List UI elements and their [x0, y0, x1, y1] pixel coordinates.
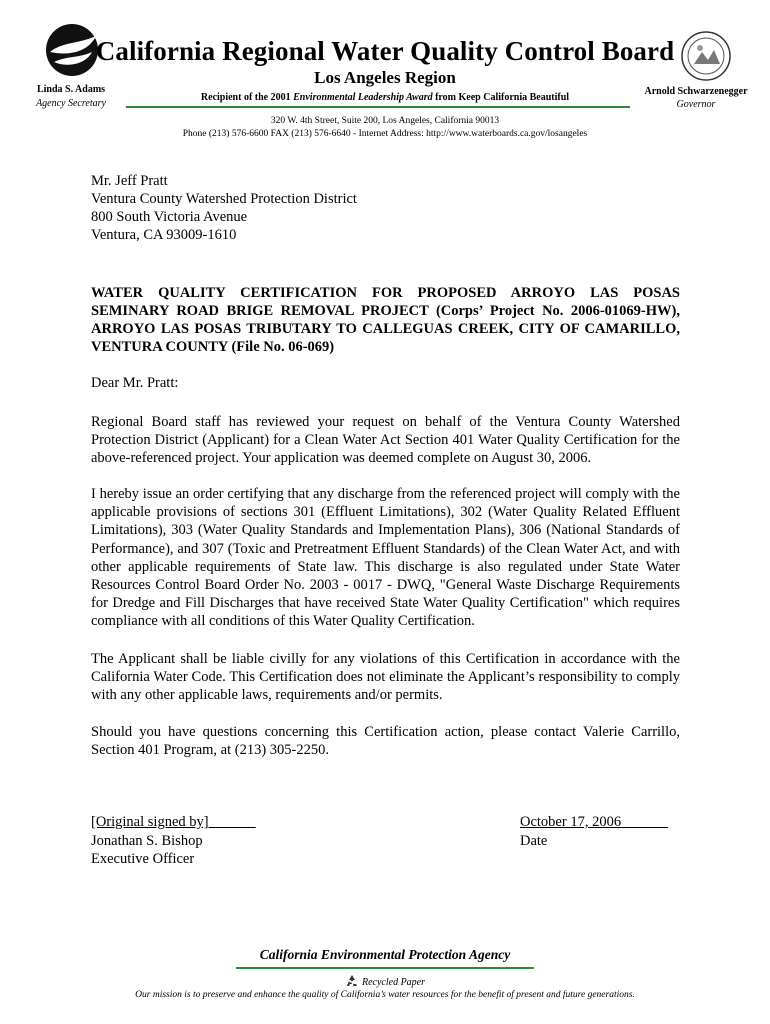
recipient-city: Ventura, CA 93009-1610: [91, 227, 237, 243]
region-name: Los Angeles Region: [314, 68, 456, 87]
date-block: [520, 813, 668, 850]
date-label: Date: [520, 832, 548, 849]
award-name: Environmental Leadership Award: [293, 92, 433, 103]
subject-line: WATER QUALITY CERTIFICATION FOR PROPOSED ARROYO LAS POSAS SEMINARY ROAD BRIGE REMOVAL PROJECT (Corps’ Project No. 2006-01069-HW), ARROYO LAS POSAS TRIBUTARY TO CALLEGUAS CREEK, CITY OF CAMARILLO, VENTURA COUNTY (File No. 06-069): [91, 285, 680, 355]
recipient-street: 800 South Victoria Avenue: [91, 209, 248, 225]
governor-title: Governor: [676, 99, 716, 110]
agency-secretary-title: Agency Secretary: [36, 98, 106, 109]
governor-name: Arnold Schwarzenegger: [644, 86, 748, 97]
recipient-address: [91, 172, 357, 244]
body-paragraph: The Applicant shall be liable civilly for any violations of this Certification in accordance with the California Water Code. This Certification does not eliminate the Applicant’s responsibility to comply with any other applicable laws, requirements and/or permits.: [91, 651, 680, 704]
award-line: [0, 92, 770, 103]
recycle-icon: [345, 974, 359, 991]
board-contact: Phone (213) 576-6600 FAX (213) 576-6640 - Internet Address: http://www.waterboards.ca.gov/losangeles: [182, 129, 588, 139]
body-paragraph: I hereby issue an order certifying that any discharge from the referenced project will comply with the applicable provisions of sections 301 (Effluent Limitations), 302 (Water Quality Related Effluent Limitations), 303 (Water Quality Standards and Implementation Plans), 306 (National Standards of Performance), and 307 (Toxic and Pretreatment Effluent Standards) of the Clean Water Act, and with other applicable requirements of State law. This discharge is also regulated under State Water Resources Control Board Order No. 2003 - 0017 - DWQ, "General Waste Discharge Requirements for Dredge and Fill Discharges that have received State Water Quality Certification" which requires compliance with all conditions of this Water Quality Certification.: [91, 486, 680, 630]
recycled-text: Recycled Paper: [361, 976, 426, 988]
recipient-name: Mr. Jeff Pratt: [91, 173, 168, 189]
signer-title: Executive Officer: [91, 851, 195, 867]
signature-block: [91, 813, 256, 869]
award-prefix: Recipient of the 2001: [200, 92, 294, 103]
recycled-paper-note: [0, 974, 770, 991]
signer-name: Jonathan S. Bishop: [91, 832, 203, 849]
recipient-organization: Ventura County Watershed Protection District: [91, 191, 357, 207]
board-address: 320 W. 4th Street, Suite 200, Los Angeles, California 90013: [270, 116, 500, 126]
board-title: California Regional Water Quality Control Board: [95, 36, 675, 66]
signed-text: [Original signed by]: [91, 814, 209, 830]
agency-secretary-name: Linda S. Adams: [36, 84, 106, 95]
letterhead-divider: [126, 106, 630, 108]
body-paragraph: Regional Board staff has reviewed your request on behalf of the Ventura County Watershed Protection District (Applicant) for a Clean Water Act Section 401 Water Quality Certification for the above-referenced project. Your application was deemed complete on August 30, 2006.: [91, 414, 680, 467]
mission-statement: Our mission is to preserve and enhance the quality of California’s water resources for the benefit of present and future generations.: [135, 990, 635, 1000]
footer-divider: [236, 967, 534, 969]
date-line: [520, 813, 668, 832]
signature-line: [91, 813, 256, 832]
date-value: October 17, 2006: [520, 814, 622, 830]
footer-agency: California Environmental Protection Agency: [259, 947, 511, 962]
award-suffix: from Keep California Beautiful: [432, 92, 570, 103]
body-paragraph: Should you have questions concerning this Certification action, please contact Valerie Carrillo, Section 401 Program, at (213) 305-2250.: [91, 724, 680, 759]
greeting: Dear Mr. Pratt:: [91, 375, 179, 391]
